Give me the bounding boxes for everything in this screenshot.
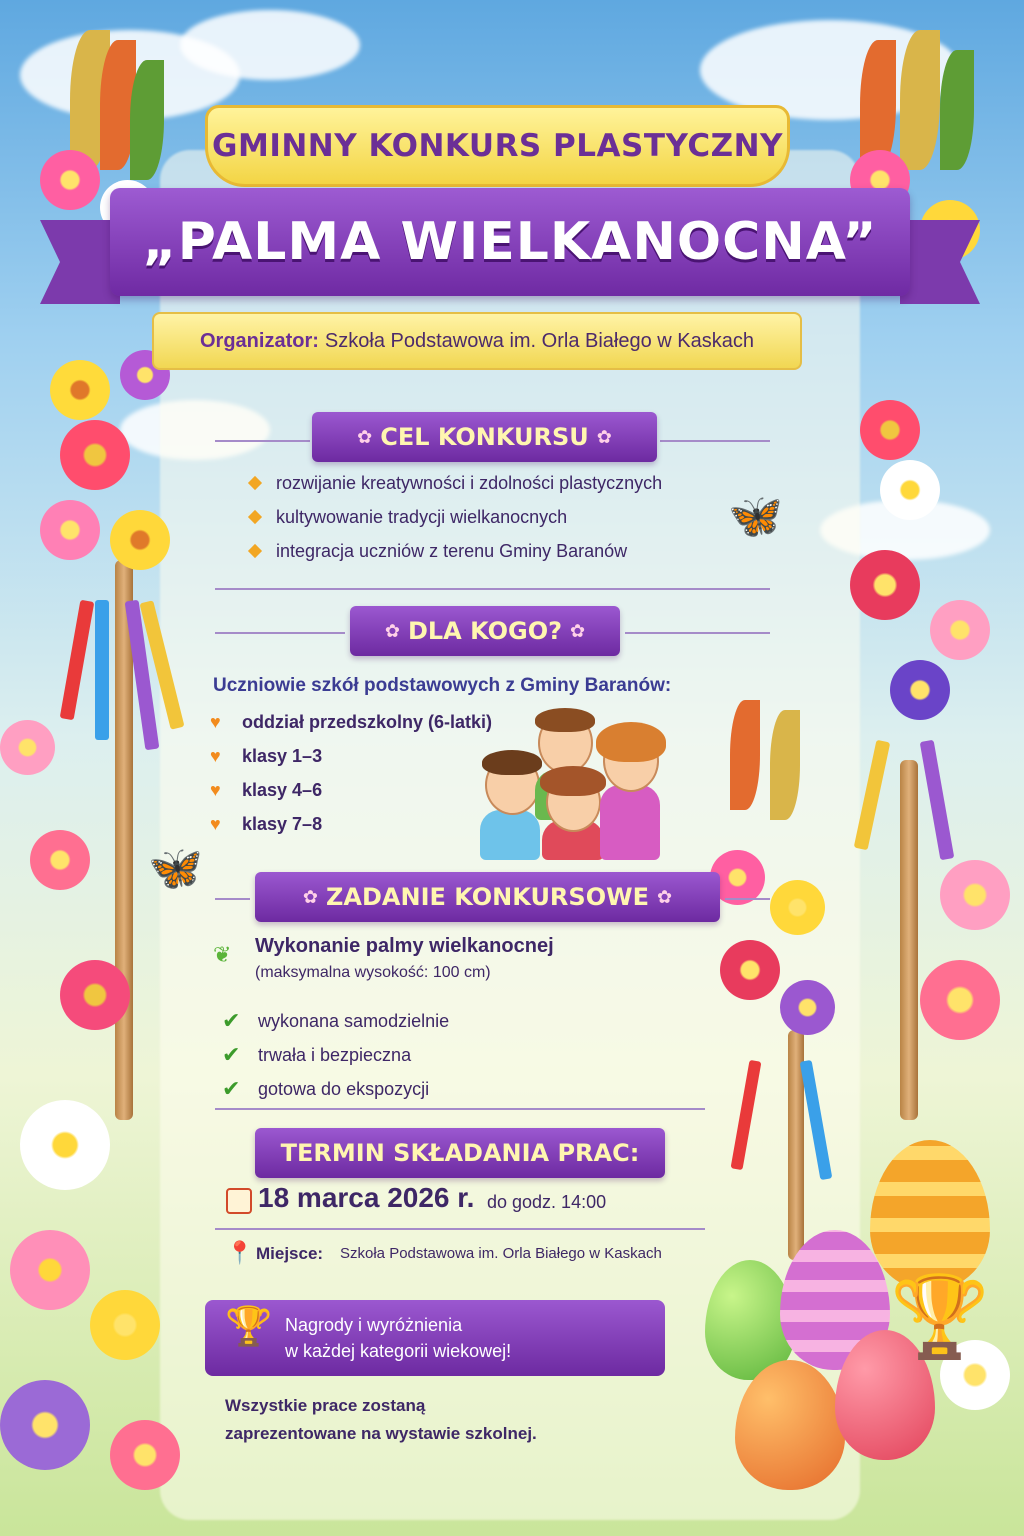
competition-title: „PALMA WIELKANOCNA” — [142, 212, 878, 272]
organizer-label: Organizator: — [200, 329, 319, 352]
section-deadline-heading — [255, 1128, 665, 1178]
task-title: Wykonanie palmy wielkanocnej — [255, 935, 554, 957]
deadline-heading-text: TERMIN SKŁADANIA PRAC: — [280, 1139, 640, 1167]
inner-easter-palm — [690, 700, 850, 1260]
section-goal-heading — [312, 412, 657, 462]
divider — [215, 1108, 705, 1110]
task-list — [222, 1004, 449, 1106]
trophy-icon: 🏆 — [225, 1306, 273, 1348]
title-banner — [110, 188, 910, 296]
flower-icon: ✿ — [596, 426, 612, 448]
prizes-line1: Nagrody i wyróżnienia — [285, 1315, 463, 1335]
divider — [215, 440, 310, 442]
list-item: ✔ gotowa do ekspozycji — [222, 1072, 449, 1106]
prizes-line2: w każdej kategorii wiekowej! — [285, 1341, 512, 1361]
competition-subtitle: GMINNY KONKURS PLASTYCZNY — [212, 128, 783, 164]
heart-icon: ♥ — [210, 814, 221, 834]
list-item: kultywowanie tradycji wielkanocnych — [250, 500, 662, 534]
butterfly-icon: 🦋 — [728, 492, 783, 541]
flower-icon: ✿ — [656, 886, 673, 908]
calendar-icon — [226, 1188, 252, 1214]
deadline-date: 18 marca 2026 r. — [258, 1182, 475, 1213]
children-illustration — [470, 700, 670, 860]
list-item: ♥ klasy 7–8 — [210, 807, 492, 841]
audience-intro: Uczniowie szkół podstawowych z Gminy Baranów: — [213, 675, 672, 696]
list-item: ♥ klasy 1–3 — [210, 739, 492, 773]
divider — [660, 440, 770, 442]
audience-heading-text: DLA KOGO? — [407, 617, 563, 645]
organizer-banner — [152, 312, 802, 370]
divider — [625, 632, 770, 634]
list-item: integracja uczniów z terenu Gminy Baranów — [250, 534, 662, 568]
section-task-heading — [255, 872, 720, 922]
divider — [215, 588, 770, 590]
heart-icon: ♥ — [210, 780, 221, 800]
bullet-icon — [248, 510, 262, 524]
divider — [215, 898, 250, 900]
subtitle-banner — [205, 105, 790, 187]
flower-icon: ✿ — [357, 426, 373, 448]
place-value: Szkoła Podstawowa im. Orla Białego w Kaskach — [340, 1245, 662, 1262]
butterfly-icon: 🦋 — [148, 844, 203, 893]
checkmark-icon: ✔ — [222, 1008, 241, 1033]
list-item: rozwijanie kreatywności i zdolności plastycznych — [250, 466, 662, 500]
trophy-icon: 🏆 — [890, 1272, 990, 1361]
prizes-banner — [205, 1300, 665, 1376]
checkmark-icon: ✔ — [222, 1076, 241, 1101]
list-item: ♥ oddział przedszkolny (6-latki) — [210, 705, 492, 739]
task-note: (maksymalna wysokość: 100 cm) — [255, 964, 491, 981]
deadline-time: do godz. 14:00 — [487, 1192, 607, 1212]
cloud — [180, 10, 360, 80]
footer-line2: zaprezentowane na wystawie szkolnej. — [225, 1424, 537, 1443]
footer-line1: Wszystkie prace zostaną — [225, 1396, 426, 1415]
audience-list — [210, 705, 492, 841]
list-item: ✔ wykonana samodzielnie — [222, 1004, 449, 1038]
heart-icon: ♥ — [210, 746, 221, 766]
bullet-icon — [248, 544, 262, 558]
goal-heading-text: CEL KONKURSU — [380, 423, 589, 451]
location-pin-icon: 📍 — [226, 1240, 254, 1265]
divider — [725, 898, 770, 900]
organizer-value: Szkoła Podstawowa im. Orla Białego w Kaskach — [324, 329, 754, 352]
divider — [215, 1228, 705, 1230]
palm-mini-icon: ❦ — [213, 942, 232, 967]
flower-icon: ✿ — [384, 620, 400, 642]
section-audience-heading — [350, 606, 620, 656]
divider — [215, 632, 345, 634]
bullet-icon — [248, 476, 262, 490]
list-item: ♥ klasy 4–6 — [210, 773, 492, 807]
list-item: ✔ trwała i bezpieczna — [222, 1038, 449, 1072]
place-label: Miejsce: — [256, 1244, 324, 1263]
goal-list — [250, 466, 662, 568]
flower-icon: ✿ — [570, 620, 586, 642]
task-heading-text: ZADANIE KONKURSOWE — [326, 883, 649, 911]
flower-icon: ✿ — [302, 886, 319, 908]
heart-icon: ♥ — [210, 712, 221, 732]
checkmark-icon: ✔ — [222, 1042, 241, 1067]
